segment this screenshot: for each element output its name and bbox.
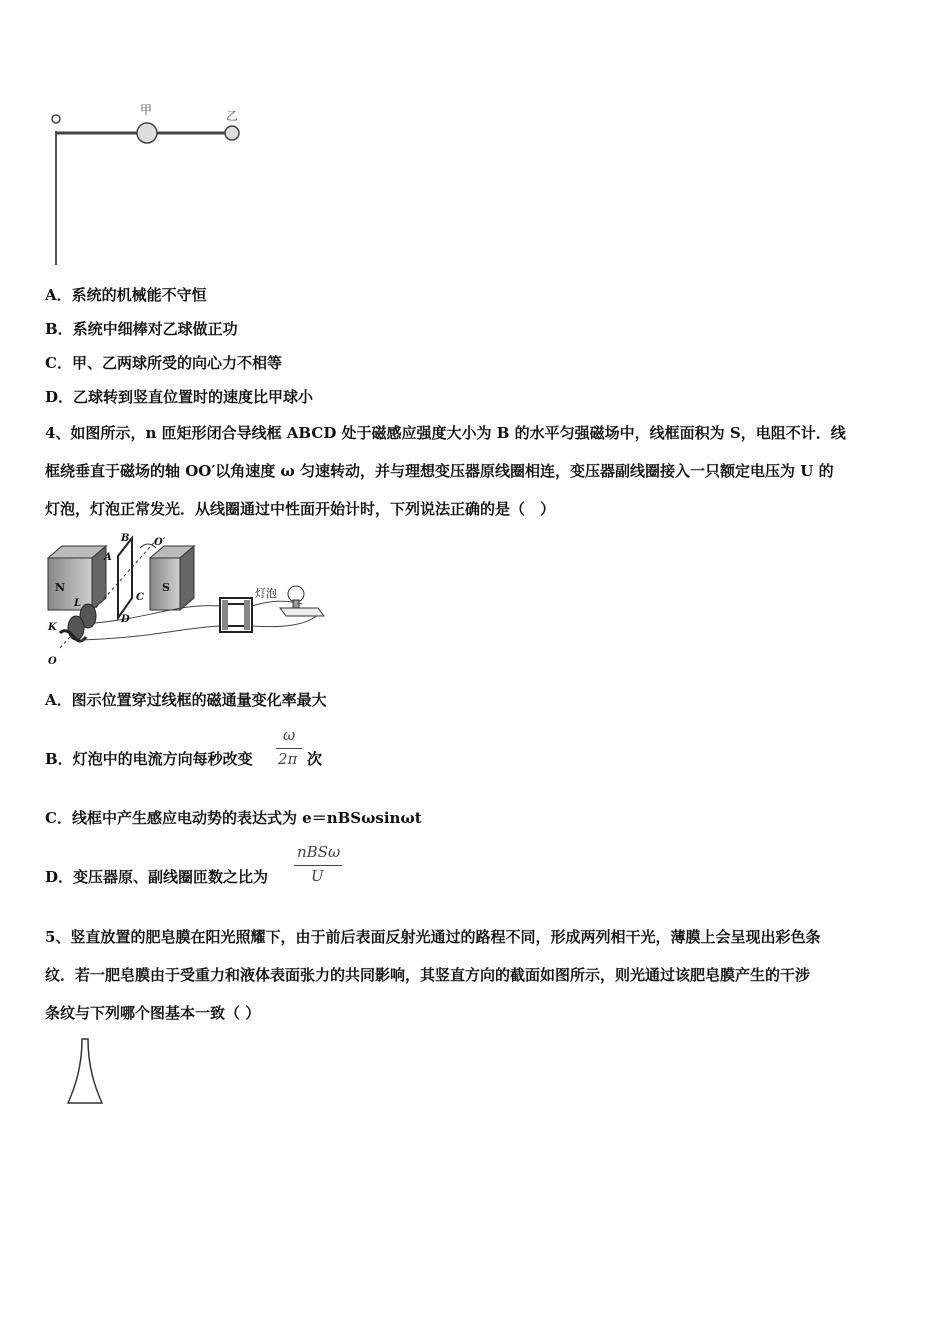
q5-stem-line-2: 纹．若一肥皂膜由于受重力和液体表面张力的共同影响，其竖直方向的截面如图所示，则光通过该肥皂膜产生的干涉 (45, 966, 811, 984)
q4-option-d-numerator: nBSω (297, 843, 341, 861)
fig2-label-o-prime: O′ (154, 537, 166, 548)
q4-option-b-denominator: 2π (278, 750, 298, 768)
fig2-label-o: O (48, 656, 57, 667)
q5-stem-line-1: 5、竖直放置的肥皂膜在阳光照耀下，由于前后表面反射光通过的路程不同，形成两列相干光，薄膜上会呈现出彩色条 (45, 928, 821, 946)
q3-option-c: C．甲、乙两球所受的向心力不相等 (45, 354, 282, 372)
q4-stem-line-1: 4、如图所示，n 匝矩形闭合导线框 ABCD 处于磁感应强度大小为 B 的水平匀强磁场中，线框面积为 S，电阻不计．线 (45, 424, 846, 442)
fig2-label-d: D (121, 614, 130, 625)
fig1-label-jia: 甲 (140, 103, 153, 117)
q4-option-a: A．图示位置穿过线框的磁通量变化率最大 (45, 691, 327, 709)
fig2-label-l: L (74, 598, 82, 609)
fig2-label-s: S (162, 581, 170, 594)
q4-option-b-numerator: ω (283, 726, 296, 744)
fig2-label-n: N (55, 581, 66, 594)
q4-option-b-fraction-bar (276, 748, 302, 749)
q4-option-b-text: B．灯泡中的电流方向每秒改变 (45, 750, 253, 768)
q3-option-d: D．乙球转到竖直位置时的速度比甲球小 (45, 388, 314, 406)
q5-stem (45, 918, 907, 1032)
q4-option-d-denominator: U (311, 867, 324, 885)
q3-option-b: B．系统中细棒对乙球做正功 (45, 320, 238, 338)
q5-stem-line-3: 条纹与下列哪个图基本一致（ ） (45, 1004, 261, 1022)
q3-option-a: A．系统的机械能不守恒 (45, 286, 207, 304)
fig2-label-bulb: 灯泡 (255, 587, 277, 600)
generator-circuit-figure (40, 528, 330, 668)
q4-option-d-text: D．变压器原、副线圈匝数之比为 (45, 868, 269, 886)
fig2-label-b: B (121, 533, 130, 544)
soap-film-figure (60, 1035, 110, 1110)
fig2-label-k: K (48, 622, 57, 633)
q4-stem (45, 414, 907, 528)
fig2-label-a: A (104, 552, 112, 563)
q4-stem-line-2: 框绕垂直于磁场的轴 OO′以角速度 ω 匀速转动，并与理想变压器原线圈相连，变压器副线圈接入一只额定电压为 U 的 (45, 462, 834, 480)
fig2-label-c: C (136, 592, 144, 603)
q4-stem-line-3: 灯泡，灯泡正常发光．从线圈通过中性面开始计时，下列说法正确的是（ ） (45, 500, 556, 518)
fig1-label-yi: 乙 (226, 109, 239, 123)
q4-option-c: C．线框中产生感应电动势的表达式为 e＝nBSωsinωt (45, 809, 422, 827)
q4-option-b-suffix: 次 (307, 750, 323, 768)
q4-option-d-fraction-bar (294, 865, 342, 866)
